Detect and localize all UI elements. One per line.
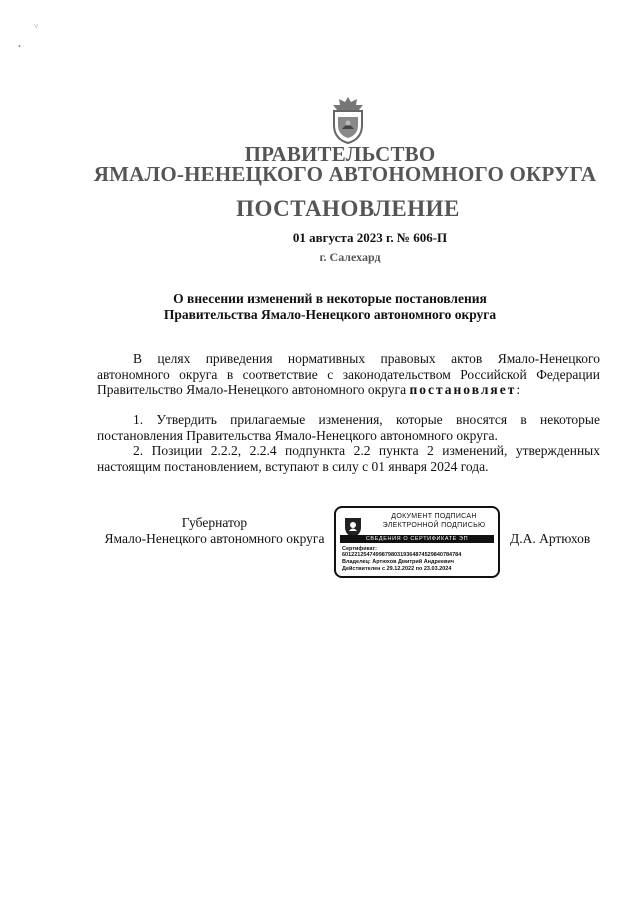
- scan-mark: •: [18, 42, 21, 51]
- signatory-name: Д.А. Артюхов: [510, 531, 591, 546]
- preamble-text: В целях приведения нормативных правовых актов Ямало-Ненецкого автономного округа в соответствие с законодательством Российской Федерации Правительство Ямало-Ненецкого автономного округа: [97, 351, 600, 397]
- preamble-paragraph: [97, 351, 600, 398]
- subject-line1: О внесении изменений в некоторые постановления: [173, 291, 487, 306]
- item-2: 2. Позиции 2.2.2, 2.2.4 подпункта 2.2 пункта 2 изменений, утвержденных настоящим постановлением, вступают в силу с 01 января 2024 года.: [97, 443, 600, 474]
- document-type-heading: ПОСТАНОВЛЕНИЕ: [236, 196, 460, 221]
- date-and-number: 01 августа 2023 г. № 606-П: [292, 230, 448, 245]
- stamp-bar: СВЕДЕНИЯ О СЕРТИФИКАТЕ ЭП: [340, 535, 494, 543]
- electronic-signature-stamp: [334, 506, 500, 578]
- scan-mark: ˅: [34, 22, 39, 31]
- resolves-punct: :: [516, 382, 521, 397]
- resolves-word: постановляет: [409, 382, 517, 397]
- certificate-owner: Владелец: Артюхов Дмитрий Андреевич: [342, 559, 454, 565]
- certificate-validity: Действителен с 29.12.2022 по 23.03.2024: [342, 566, 452, 572]
- government-title-line2: ЯМАЛО-НЕНЕЦКОГО АВТОНОМНОГО ОКРУГА: [93, 162, 597, 186]
- stamp-title: [370, 512, 498, 530]
- position-line1: Губернатор: [181, 515, 248, 530]
- certificate-value: 601221254749987980319364874529840784784: [342, 552, 462, 558]
- position-line2: Ямало-Ненецкого автономного округа: [104, 531, 325, 546]
- coat-of-arms-icon: [326, 95, 370, 145]
- item-1: 1. Утвердить прилагаемые изменения, которые вносятся в некоторые постановления Правительства Ямало-Ненецкого автономного округа.: [97, 412, 600, 443]
- subject-line2: Правительства Ямало-Ненецкого автономного округа: [163, 307, 497, 322]
- government-title-line1: ПРАВИТЕЛЬСТВО: [244, 142, 436, 166]
- document-subject: [20, 291, 640, 323]
- stamp-title-line2: ЭЛЕКТРОННОЙ ПОДПИСЬЮ: [382, 522, 486, 529]
- signatory-position: [97, 515, 332, 547]
- stamp-title-line1: ДОКУМЕНТ ПОДПИСАН: [391, 513, 477, 520]
- certificate-label: Сертификат:: [342, 546, 377, 552]
- city: г. Салехард: [319, 250, 381, 264]
